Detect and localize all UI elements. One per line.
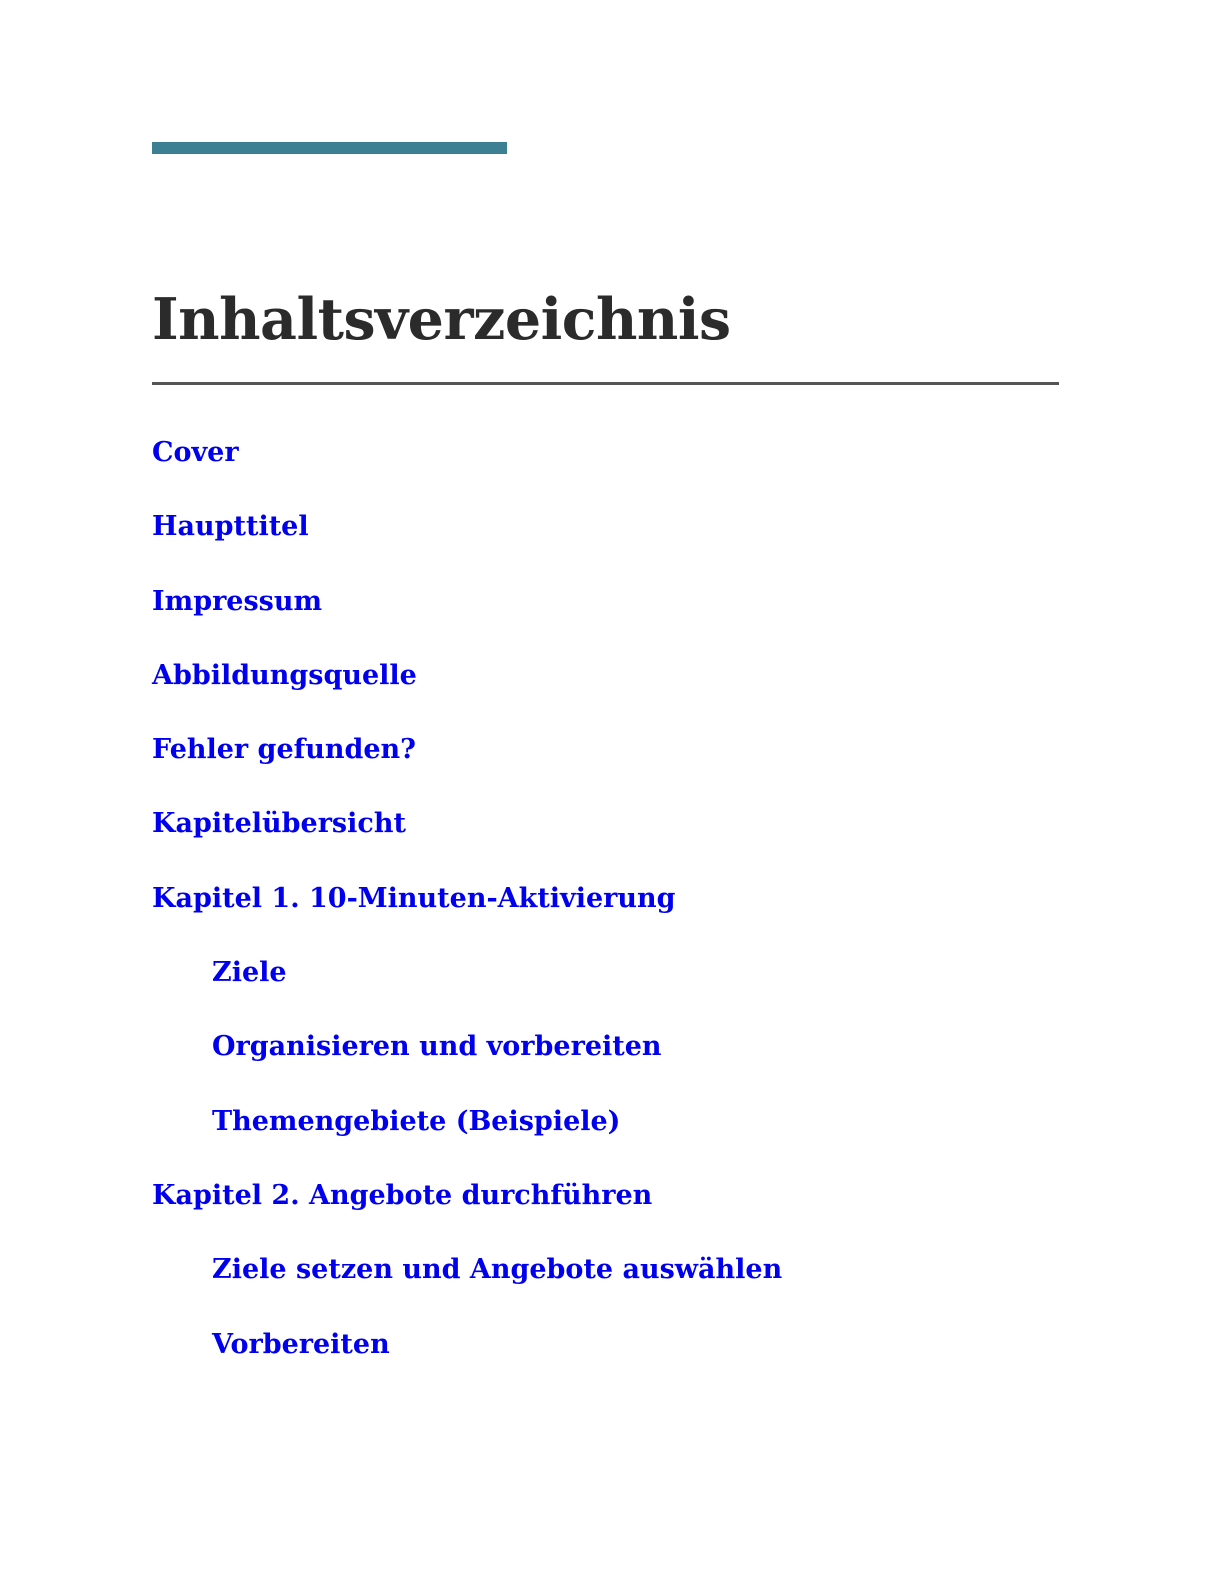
toc-link-abbildungsquelle[interactable]: Abbildungsquelle [152,659,417,691]
page-title: Inhaltsverzeichnis [152,286,731,353]
toc-link-kapitel-2[interactable]: Kapitel 2. Angebote durchführen [152,1179,653,1211]
toc-link-kapiteluebersicht[interactable]: Kapitelübersicht [152,808,406,840]
toc-link-haupttitel[interactable]: Haupttitel [152,511,309,543]
toc-link-kapitel-1[interactable]: Kapitel 1. 10-Minuten-Aktivierung [152,882,676,914]
table-of-contents [152,425,782,1391]
toc-link-cover[interactable]: Cover [152,437,239,468]
toc-link-ziele[interactable]: Ziele [212,957,287,989]
toc-link-fehler-gefunden[interactable]: Fehler gefunden? [152,734,417,766]
toc-link-impressum[interactable]: Impressum [152,585,323,617]
toc-link-ziele-setzen[interactable]: Ziele setzen und Angebote auswählen [212,1254,783,1286]
toc-link-themengebiete[interactable]: Themengebiete (Beispiele) [212,1105,621,1137]
accent-bar [152,142,507,154]
toc-link-vorbereiten[interactable]: Vorbereiten [212,1328,390,1360]
toc-link-organisieren[interactable]: Organisieren und vorbereiten [212,1031,662,1063]
title-divider [152,382,1059,385]
